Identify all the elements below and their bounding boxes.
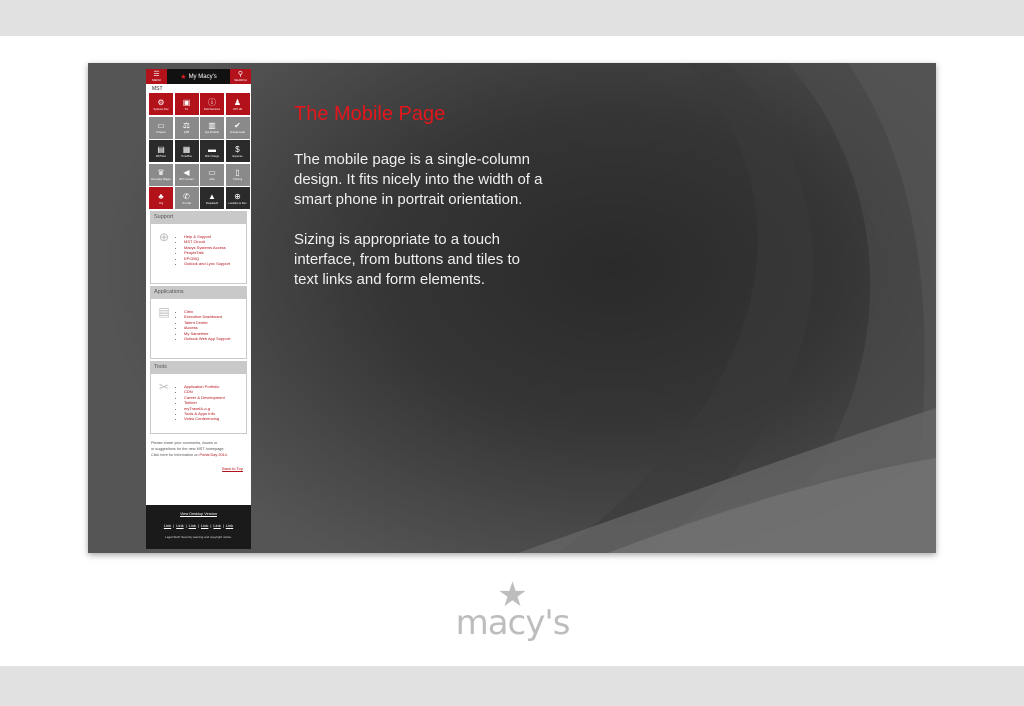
portal-day-link[interactable]: Portal Day 2014.	[199, 453, 228, 457]
scales-icon: ⚖	[182, 121, 191, 130]
applications-icon: ▤	[158, 305, 170, 319]
tile-15[interactable]	[226, 164, 250, 186]
info-icon: ⓘ	[208, 97, 216, 107]
tile-1[interactable]	[175, 93, 199, 115]
search-label: SEARCH	[234, 78, 247, 82]
tile-grid	[146, 93, 251, 209]
tile-18[interactable]	[200, 187, 224, 209]
list-item[interactable]: • Video Conferencing	[184, 416, 225, 421]
org-chart-icon: ♣	[158, 191, 164, 201]
list-item[interactable]: • myTravelA-o-g	[184, 406, 225, 411]
list-item[interactable]: • Talent Center	[184, 320, 230, 325]
list-item[interactable]: • PeopleTalk	[184, 250, 230, 255]
menu-icon: ☰	[153, 71, 160, 78]
slide-paragraph-2: Sizing is appropriate to a touch interface, from buttons and tiles to text links and form elements.	[294, 231, 520, 288]
list-item[interactable]: • MST Circuit	[184, 239, 230, 244]
tile-label: Systems Doc	[153, 107, 169, 111]
list-item[interactable]: • My Sametime	[184, 331, 230, 336]
feedback-text	[146, 434, 251, 458]
star-icon: ★	[180, 73, 187, 81]
section-header[interactable]: Tools	[151, 362, 246, 374]
feedback-prefix: Click here for information on	[151, 453, 199, 457]
legal-text: Legal Stuff: Security warning and copyright notice.	[165, 535, 232, 539]
menu-button[interactable]	[146, 69, 167, 84]
mobile-page-mockup	[146, 69, 251, 549]
people-icon: ♟	[233, 97, 242, 107]
book-icon: ▯	[235, 168, 240, 177]
tile-label: Jobs	[209, 178, 215, 181]
macys-logo	[455, 578, 570, 648]
phone-icon: ✆	[183, 191, 190, 201]
monitor-icon: ▣	[182, 97, 191, 107]
tile-label: QRB	[183, 131, 190, 134]
back-to-top-link[interactable]: Back to Top	[222, 466, 243, 471]
brand-logo[interactable]	[167, 69, 230, 84]
tile-label: MST Concern	[178, 178, 195, 181]
tile-6[interactable]	[200, 117, 224, 139]
tile-3[interactable]	[226, 93, 250, 115]
list-item[interactable]: • Career & Development	[184, 395, 225, 400]
list-item[interactable]: • Outlook Web App Support	[184, 336, 230, 341]
section-title: MST	[152, 86, 163, 92]
link-list	[175, 309, 230, 355]
tile-label: Training	[232, 178, 243, 181]
tile-label: Expense	[232, 154, 243, 158]
footer-link[interactable]: Link	[201, 523, 209, 528]
gear-icon: ⚙	[157, 97, 165, 107]
list-item[interactable]: • CDN	[184, 389, 225, 394]
tile-label: Everyday Wages	[151, 178, 171, 181]
ticket-icon: ▬	[208, 144, 216, 154]
section-header[interactable]: Support	[151, 212, 246, 224]
tile-9[interactable]	[175, 140, 199, 162]
tile-7[interactable]	[226, 117, 250, 139]
section-header[interactable]: Applications	[151, 287, 246, 299]
ticket-icon: ▭	[208, 168, 216, 177]
star-icon: ★	[497, 576, 528, 614]
tile-label: Location to Dev	[228, 201, 247, 205]
list-item[interactable]: • Tools & Apps Info	[184, 411, 225, 416]
footer-link[interactable]: Link	[163, 523, 172, 528]
tile-label: Projects	[156, 131, 166, 134]
link-separator: |	[222, 523, 224, 528]
list-item[interactable]: • Citrix	[184, 309, 230, 314]
tile-label: IFL	[184, 107, 189, 111]
section-support	[150, 211, 247, 284]
tile-2[interactable]	[200, 93, 224, 115]
lock-icon: ▲	[208, 191, 216, 201]
list-item[interactable]: • iAccess	[184, 325, 230, 330]
tile-0[interactable]	[149, 93, 173, 115]
list-item[interactable]: • EPCBIQ	[184, 256, 230, 261]
check-icon: ✔	[234, 121, 241, 130]
section-body	[151, 299, 246, 358]
menu-label: MENU	[152, 78, 161, 82]
search-icon: ⚲	[237, 71, 244, 78]
tile-4[interactable]	[149, 117, 173, 139]
tile-13[interactable]	[175, 164, 199, 186]
tile-label: On Call	[182, 201, 191, 205]
link-list	[175, 384, 225, 430]
tile-label: TimePlus	[181, 154, 192, 158]
tile-label: MSTSLC	[155, 154, 167, 158]
list-item[interactable]: • Application Portfolio	[184, 384, 225, 389]
brand-label: My Macy's	[188, 73, 217, 80]
slide-paragraph-1: The mobile page is a single-column design. It fits nicely into the width of a smart phone in portrait orientation.	[294, 151, 543, 208]
mobile-header	[146, 69, 251, 84]
logo-wordmark: macy's	[455, 603, 570, 643]
support-icon: ⊕	[158, 230, 170, 244]
tile-label: Peoplesoft	[205, 201, 219, 205]
link-list	[175, 234, 230, 280]
list-item[interactable]: • Macys Systems Access	[184, 245, 230, 250]
tile-label: Org	[158, 201, 164, 205]
calendar-icon: ▦	[182, 144, 191, 154]
tile-11[interactable]	[226, 140, 250, 162]
tools-icon: ✂	[158, 380, 170, 394]
presentation-slide	[88, 63, 936, 553]
footer-links	[146, 516, 251, 528]
bottom-band	[0, 666, 1024, 706]
section-tools	[150, 361, 247, 434]
trophy-icon: ♛	[157, 168, 165, 177]
link-sections	[146, 211, 251, 434]
contacts-icon: ▤	[157, 144, 165, 154]
tile-14[interactable]	[200, 164, 224, 186]
footer-link[interactable]: Link	[225, 523, 234, 528]
link-separator: |	[210, 523, 212, 528]
link-separator: |	[185, 523, 187, 528]
tile-label: MST HR	[232, 107, 243, 111]
link-separator: |	[173, 523, 175, 528]
link-separator: |	[197, 523, 200, 528]
list-item[interactable]: • Help & Support	[184, 234, 230, 239]
top-band	[0, 0, 1024, 36]
tile-8[interactable]	[149, 140, 173, 162]
list-item[interactable]: • Tieliner	[184, 400, 225, 405]
tile-10[interactable]	[200, 140, 224, 162]
mobile-footer	[146, 505, 251, 549]
tile-12[interactable]	[149, 164, 173, 186]
footer-link[interactable]: Link	[213, 523, 221, 528]
building-icon: ▥	[208, 121, 216, 130]
search-button[interactable]	[230, 69, 251, 84]
dollar-icon: $	[235, 144, 240, 154]
tile-label: App Portfolio	[204, 131, 220, 134]
section-body	[151, 224, 246, 283]
tile-17[interactable]	[175, 187, 199, 209]
globe-icon: ⊕	[234, 191, 241, 201]
feedback-line-2: or suggestions for the new MST homepage.	[151, 447, 225, 451]
tile-label: Field Services	[203, 107, 221, 111]
feedback-line-1: Please share your comments, issues or	[151, 441, 218, 445]
tile-5[interactable]	[175, 117, 199, 139]
slide-title: The Mobile Page	[294, 103, 446, 125]
list-item[interactable]: • Executive Dashboard	[184, 314, 230, 319]
slide-body	[294, 150, 544, 310]
ticket-icon: ▭	[157, 121, 165, 130]
tile-label: Pick Charge	[204, 154, 220, 158]
tile-label: Annual Goals	[229, 131, 246, 134]
footer-link[interactable]: Link	[188, 523, 196, 528]
tile-16[interactable]	[149, 187, 173, 209]
footer-link[interactable]: Link	[176, 523, 184, 528]
view-desktop-link[interactable]: View Desktop Version	[180, 512, 217, 516]
section-applications	[150, 286, 247, 359]
megaphone-icon: ◀	[183, 168, 190, 177]
section-body	[151, 374, 246, 433]
tile-19[interactable]	[226, 187, 250, 209]
list-item[interactable]: • Outlook and Lync Support	[184, 261, 230, 266]
